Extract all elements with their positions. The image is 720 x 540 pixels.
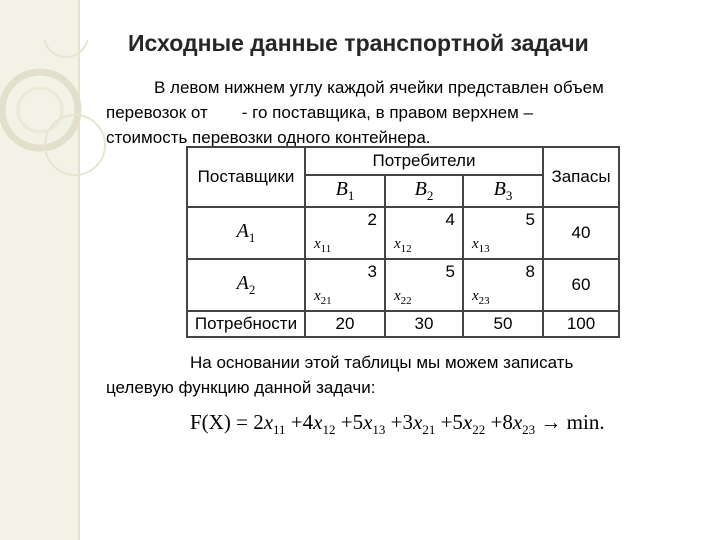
cell-22 <box>385 259 463 311</box>
need-b2: 30 <box>385 311 463 337</box>
supplier-a2: $A_2$ <box>187 259 305 311</box>
supplier-a1: $A_1$ <box>187 207 305 259</box>
formula-term: $2x_{11}$ <box>253 410 286 438</box>
consumers-header: Потребители <box>305 147 543 175</box>
conclusion-paragraph <box>106 350 573 400</box>
cell-11 <box>305 207 385 259</box>
needs-row <box>187 311 619 337</box>
cost-13: 5 <box>525 210 535 229</box>
table-row <box>187 259 619 311</box>
formula-term: $+5x_{13}$ <box>340 410 386 438</box>
intro-line-2 <box>106 100 604 125</box>
formula-goal: min <box>566 410 600 434</box>
arrow-icon: → <box>540 410 562 434</box>
formula-term: $+4x_{12}$ <box>290 410 336 438</box>
var-x13: $x_{13}$ <box>472 236 490 255</box>
cost-12: 4 <box>445 210 455 229</box>
cost-23: 8 <box>525 262 535 281</box>
stocks-header: Запасы <box>543 147 619 207</box>
stock-a2: 60 <box>543 259 619 311</box>
need-b1: 20 <box>305 311 385 337</box>
cell-23 <box>463 259 543 311</box>
var-x22: $x_{22}$ <box>394 288 412 307</box>
intro-line-2b: - го поставщика, в правом верхнем – <box>241 103 533 122</box>
stock-a1: 40 <box>543 207 619 259</box>
intro-line-1: В левом нижнем углу каждой ячейки представлен объем <box>154 78 604 97</box>
cost-11: 2 <box>367 210 377 229</box>
cell-12 <box>385 207 463 259</box>
var-x12: $x_{12}$ <box>394 236 412 255</box>
transport-table <box>186 146 620 338</box>
var-x11: $x_{11}$ <box>314 236 332 255</box>
cost-22: 5 <box>445 262 455 281</box>
intro-paragraph <box>106 75 604 150</box>
cost-21: 3 <box>367 262 377 281</box>
needs-header: Потребности <box>187 311 305 337</box>
formula-term: $+5x_{22}$ <box>440 410 486 438</box>
formula-term: $+3x_{21}$ <box>390 410 436 438</box>
formula-lhs: F(X) = <box>190 410 254 434</box>
cell-21 <box>305 259 385 311</box>
consumer-b1: $B_1$ <box>305 175 385 207</box>
formula-term: $+8x_{23}$ <box>490 410 536 438</box>
objective-function <box>190 410 605 438</box>
slide-title: Исходные данные транспортной задачи <box>128 30 589 56</box>
consumer-b3: $B_3$ <box>463 175 543 207</box>
need-b3: 50 <box>463 311 543 337</box>
suppliers-header: Поставщики <box>187 147 305 207</box>
table-row <box>187 207 619 259</box>
var-x23: $x_{23}$ <box>472 288 490 307</box>
conclusion-line-2: целевую функцию данной задачи: <box>106 378 376 397</box>
intro-line-3: стоимость перевозки одного контейнера. <box>106 128 431 147</box>
formula-end: . <box>599 410 605 434</box>
var-x21: $x_{21}$ <box>314 288 332 307</box>
conclusion-line-1: На основании этой таблицы мы можем записать <box>190 353 574 372</box>
consumer-b2: $B_2$ <box>385 175 463 207</box>
intro-line-2a: перевозок от <box>106 103 208 122</box>
cell-13 <box>463 207 543 259</box>
needs-total: 100 <box>543 311 619 337</box>
